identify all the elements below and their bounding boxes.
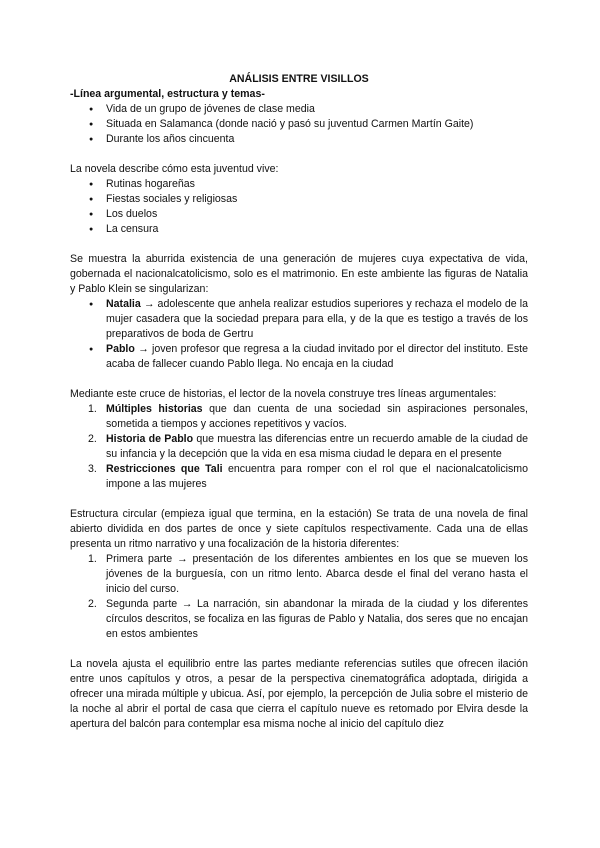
storylines-list xyxy=(70,402,528,492)
item-number: 2. xyxy=(88,433,97,445)
list-item: ● Fiestas sociales y religiosas xyxy=(70,192,528,207)
document-title: ANÁLISIS ENTRE VISILLOS xyxy=(229,73,369,85)
closing-paragraph: La novela ajusta el equilibrio entre las partes mediante referencias sutiles que ofrecen ilación entre unos capítulos y otros, a pesar de la perspectiva cinematográfica adoptada, dirigida a ofrecer una mirada múltiple y ubicua. Así, por ejemplo, la percepción de Julia sobre el misterio de la noche al abrir el portal de casa que cierra el capítulo nueve es retomado por Elvira desde la apertura del balcón para contemplar esa misma noche al inicio del capítulo diez xyxy=(70,658,528,730)
part-item xyxy=(70,552,528,597)
item-number: 1. xyxy=(88,553,97,565)
character-description: → adolescente que anhela realizar estudios superiores y rechaza el modelo de la mujer casadera que la sociedad prepara para ella, y de la que es testigo a través de los preparativos de boda de Gertru xyxy=(106,298,528,340)
storyline-title: Restricciones que Tali xyxy=(106,463,223,475)
storyline-item xyxy=(70,402,528,432)
lines-intro: Mediante este cruce de historias, el lector de la novela construye tres líneas argumentales: xyxy=(70,388,497,400)
storyline-title: Historia de Pablo xyxy=(106,433,194,445)
youth-intro: La novela describe cómo esta juventud vive: xyxy=(70,163,279,175)
storyline-title: Múltiples historias xyxy=(106,403,203,415)
character-name: Natalia xyxy=(106,298,141,310)
list-item: ● Vida de un grupo de jóvenes de clase media xyxy=(70,102,528,117)
youth-list xyxy=(70,177,528,237)
characters-list xyxy=(70,297,528,372)
part-text: Primera parte → presentación de los diferentes ambientes en los que se mueven los jóvenes de la burguesía, con un ritmo lento. Abarca desde el final del verano hasta el inicio del curso. xyxy=(106,553,528,595)
list-item: ● Durante los años cincuenta xyxy=(70,132,528,147)
list-item: ● Situada en Salamanca (donde nació y pasó su juventud Carmen Martín Gaite) xyxy=(70,117,528,132)
women-paragraph: Se muestra la aburrida existencia de una generación de mujeres cuya expectativa de vida, gobernada el nacionalcatolicismo, solo es el matrimonio. En este ambiente las figuras de Natalia y Pablo Klein se singularizan: xyxy=(70,253,528,295)
storyline-text: que dan cuenta de una sociedad sin aspiraciones personales, sometida a tiempos y acciones repetitivos y vacíos. xyxy=(106,403,528,430)
document-body xyxy=(70,72,528,732)
character-item-pablo xyxy=(70,342,528,372)
storyline-text: que muestra las diferencias entre un recuerdo amable de la ciudad de su infancia y la decepción que la vida en esa misma ciudad le depara en el presente xyxy=(106,433,528,460)
character-description: → joven profesor que regresa a la ciudad invitado por el director del instituto. Este acaba de fallecer cuando Pablo llega. No encaja en la ciudad xyxy=(106,343,528,370)
section-heading: -Línea argumental, estructura y temas- xyxy=(70,88,265,100)
list-item: ● La censura xyxy=(70,222,528,237)
list-item: ● Rutinas hogareñas xyxy=(70,177,528,192)
storyline-text: encuentra para romper con el rol que el nacionalcatolicismo impone a las mujeres xyxy=(106,463,528,490)
character-name: Pablo xyxy=(106,343,135,355)
context-list xyxy=(70,102,528,147)
item-number: 3. xyxy=(88,463,97,475)
item-number: 2. xyxy=(88,598,97,610)
character-item-natalia xyxy=(70,297,528,342)
storyline-item xyxy=(70,462,528,492)
part-item xyxy=(70,597,528,642)
structure-paragraph: Estructura circular (empieza igual que termina, en la estación) Se trata de una novela de final abierto dividida en dos partes de once y siete capítulos respectivamente. Cada una de ellas presenta un ritmo narrativo y una focalización de la historia diferentes: xyxy=(70,508,528,550)
parts-list xyxy=(70,552,528,642)
item-number: 1. xyxy=(88,403,97,415)
part-text: Segunda parte → La narración, sin abandonar la mirada de la ciudad y los diferentes círculos descritos, se focaliza en las figuras de Pablo y Natalia, dos seres que no encajan en estos ambientes xyxy=(106,598,528,640)
storyline-item xyxy=(70,432,528,462)
list-item: ● Los duelos xyxy=(70,207,528,222)
